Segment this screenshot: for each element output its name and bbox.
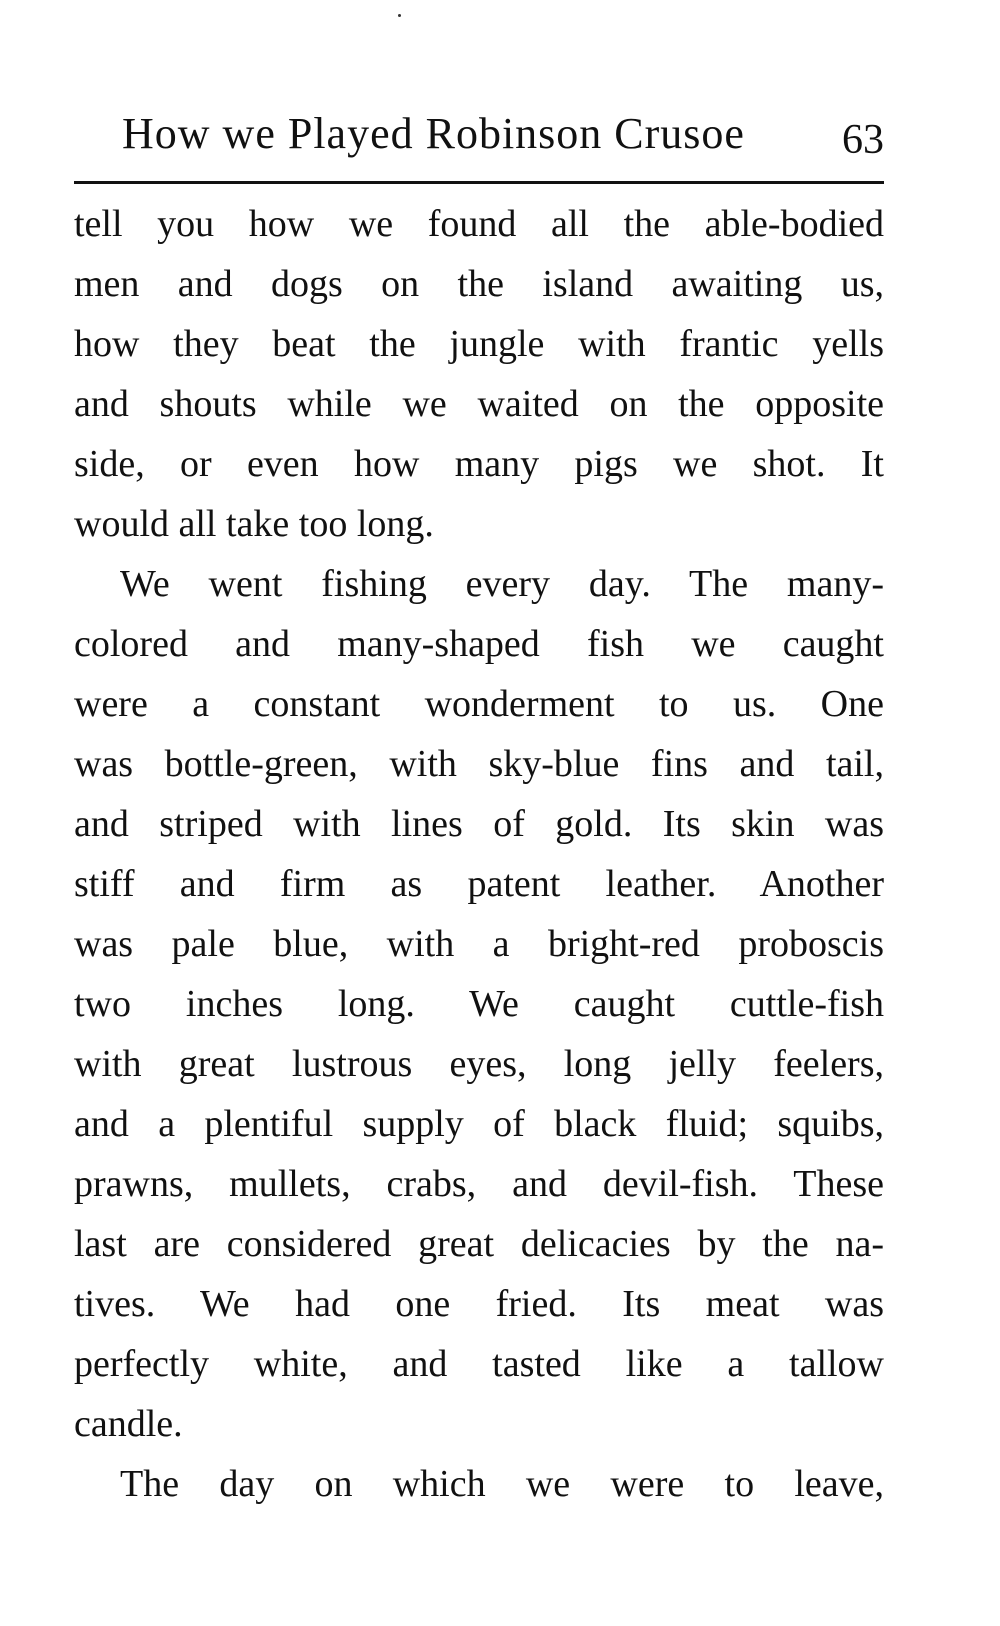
text-line: was bottle-green, with sky-blue fins and tail,: [74, 743, 884, 785]
text-line: men and dogs on the island awaiting us,: [74, 263, 884, 305]
text-line: We went fishing every day. The many-: [120, 563, 884, 605]
text-line: was pale blue, with a bright-red proboscis: [74, 923, 884, 965]
text-line: last are considered great delicacies by the na-: [74, 1223, 884, 1265]
text-line: would all take too long.: [74, 503, 434, 545]
body-text: [74, 194, 884, 1514]
text-line: how they beat the jungle with frantic yells: [74, 323, 884, 365]
text-line: The day on which we were to leave,: [120, 1463, 884, 1505]
text-line: side, or even how many pigs we shot. It: [74, 443, 884, 485]
text-line: two inches long. We caught cuttle-fish: [74, 983, 884, 1025]
text-line: prawns, mullets, crabs, and devil-fish. These: [74, 1163, 884, 1205]
text-line: were a constant wonderment to us. One: [74, 683, 884, 725]
running-head: [74, 104, 884, 174]
text-line: perfectly white, and tasted like a tallow: [74, 1343, 884, 1385]
text-line: tives. We had one fried. Its meat was: [74, 1283, 884, 1325]
text-line: with great lustrous eyes, long jelly feelers,: [74, 1043, 884, 1085]
running-head-title: How we Played Robinson Crusoe: [122, 109, 745, 158]
text-line: and striped with lines of gold. Its skin was: [74, 803, 884, 845]
text-line: tell you how we found all the able-bodied: [74, 203, 884, 245]
text-line: colored and many-shaped fish we caught: [74, 623, 884, 665]
header-rule: [74, 181, 884, 184]
text-line: candle.: [74, 1403, 183, 1445]
page-number: 63: [842, 117, 884, 163]
print-speck: [398, 14, 401, 17]
text-line: stiff and firm as patent leather. Another: [74, 863, 884, 905]
text-line: and a plentiful supply of black fluid; squibs,: [74, 1103, 884, 1145]
text-line: and shouts while we waited on the opposite: [74, 383, 884, 425]
